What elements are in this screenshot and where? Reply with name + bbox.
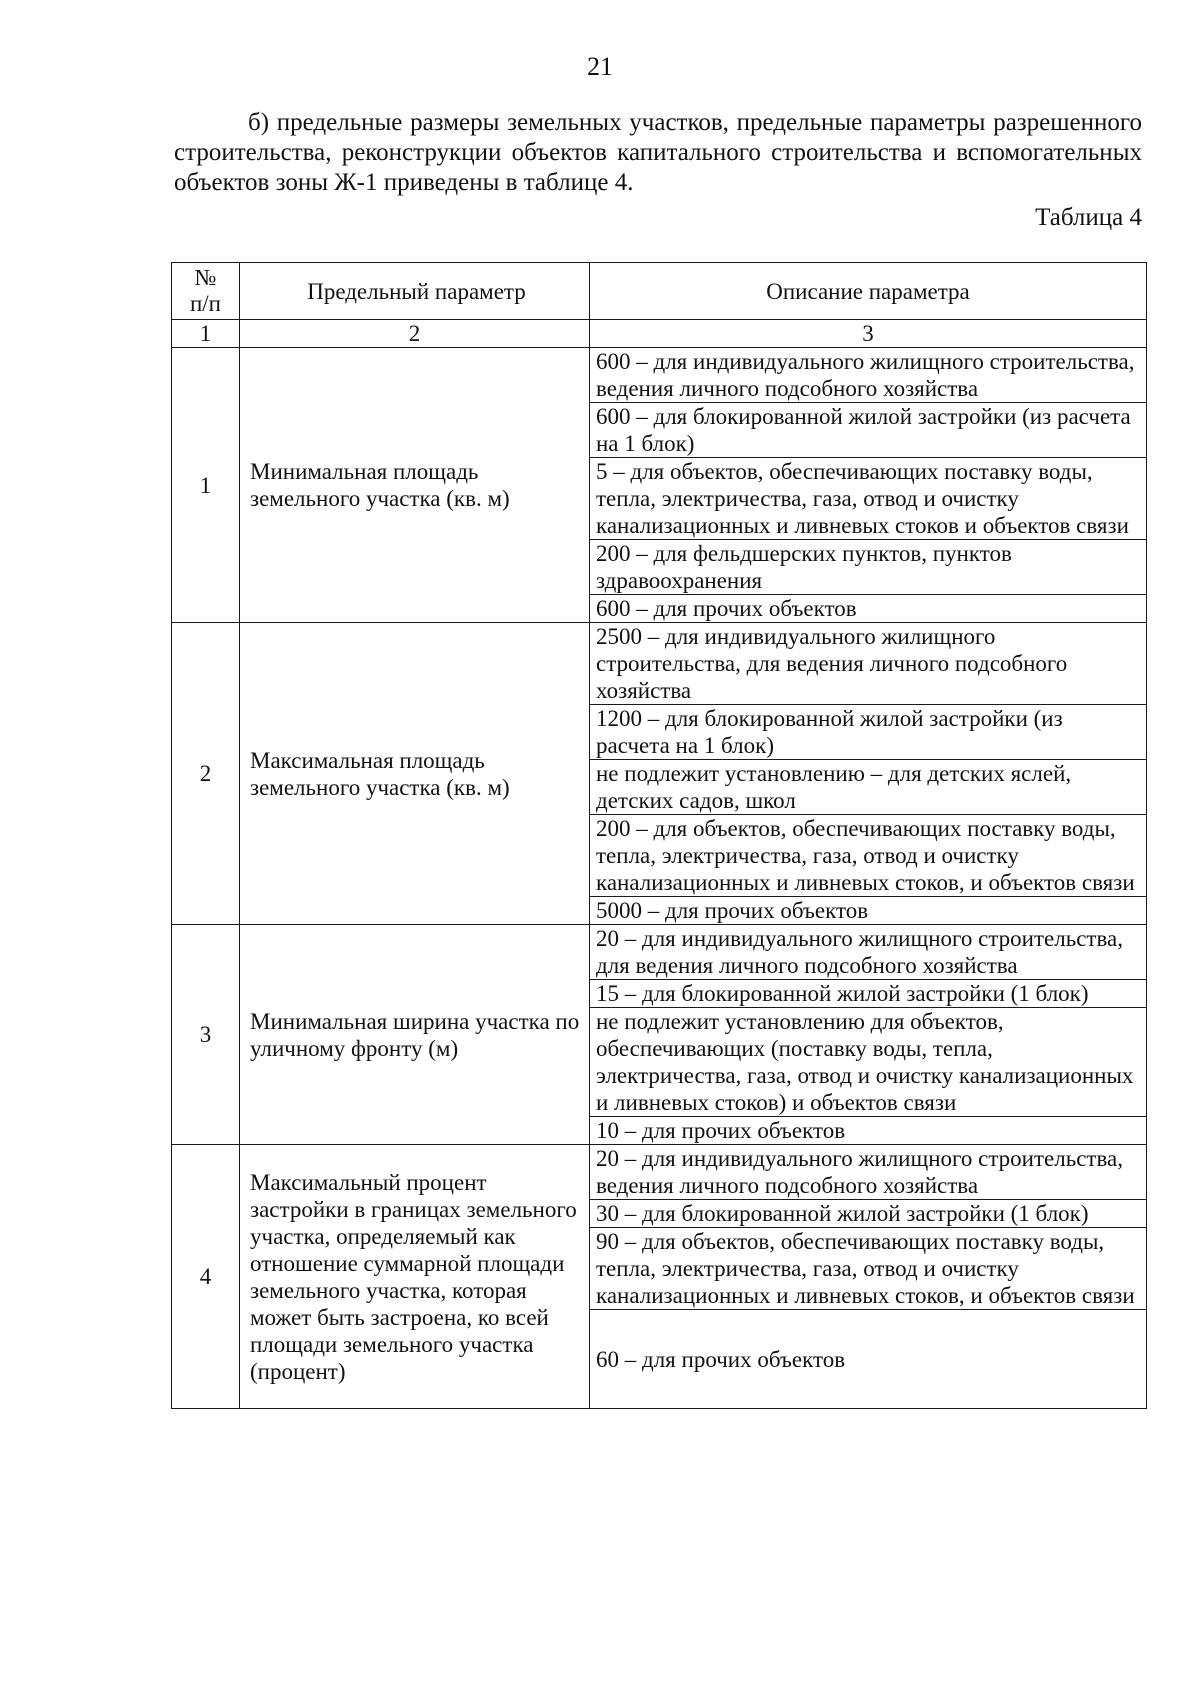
parameter-description: 1200 – для блокированной жилой застройки (из расчета на 1 блок) bbox=[590, 705, 1147, 760]
row-number: 1 bbox=[172, 348, 240, 623]
parameter-name: Максимальная площадь земельного участка (кв. м) bbox=[240, 623, 590, 925]
parameter-description: 2500 – для индивидуального жилищного строительства, для ведения личного подсобного хозяйства bbox=[590, 623, 1147, 705]
table-row bbox=[172, 348, 1147, 403]
table-body bbox=[172, 348, 1147, 1409]
parameter-description: 90 – для объектов, обеспечивающих поставку воды, тепла, электричества, газа, отвод и очистку канализационных и ливневых стоков, и объектов связи bbox=[590, 1228, 1147, 1310]
row-number: 2 bbox=[172, 623, 240, 925]
parameter-description: 20 – для индивидуального жилищного строительства, ведения личного подсобного хозяйства bbox=[590, 1145, 1147, 1200]
parameter-description: 5000 – для прочих объектов bbox=[590, 897, 1147, 925]
column-number: 1 bbox=[172, 320, 240, 348]
parameter-description: 200 – для объектов, обеспечивающих поставку воды, тепла, электричества, газа, отвод и очистку канализационных и ливневых стоков, и объектов связи bbox=[590, 815, 1147, 897]
table-row bbox=[172, 623, 1147, 705]
page-number: 21 bbox=[587, 52, 613, 81]
parameter-description: 15 – для блокированной жилой застройки (1 блок) bbox=[590, 980, 1147, 1008]
table-row bbox=[172, 925, 1147, 980]
intro-paragraph: б) предельные размеры земельных участков, предельные параметры разрешенного строительства, реконструкции объектов капитального строительства и вспомогательных объектов зоны Ж-1 приведены в таблице 4. bbox=[174, 109, 1142, 196]
parameter-name: Минимальная площадь земельного участка (кв. м) bbox=[240, 348, 590, 623]
parameter-description: 60 – для прочих объектов bbox=[590, 1310, 1147, 1409]
parameter-description: не подлежит установлению для объектов, обеспечивающих (поставку воды, тепла, электричества, газа, отвод и очистку канализационных и ливневых стоков) и объектов связи bbox=[590, 1008, 1147, 1117]
parameters-table bbox=[171, 262, 1147, 1409]
table-header-row bbox=[172, 263, 1147, 320]
row-number: 3 bbox=[172, 925, 240, 1145]
header-number bbox=[172, 263, 240, 320]
header-parameter: Предельный параметр bbox=[240, 263, 590, 320]
table-row bbox=[172, 1145, 1147, 1200]
table-caption: Таблица 4 bbox=[1035, 204, 1142, 231]
column-number: 2 bbox=[240, 320, 590, 348]
parameter-description: не подлежит установлению – для детских яслей, детских садов, школ bbox=[590, 760, 1147, 815]
parameter-description: 20 – для индивидуального жилищного строительства, для ведения личного подсобного хозяйства bbox=[590, 925, 1147, 980]
header-description: Описание параметра bbox=[590, 263, 1147, 320]
parameter-description: 200 – для фельдшерских пунктов, пунктов здравоохранения bbox=[590, 540, 1147, 595]
parameter-name: Максимальный процент застройки в границах земельного участка, определяемый как отношение суммарной площади земельного участка, которая может быть застроена, ко всей площади земельного участка (процент) bbox=[240, 1145, 590, 1409]
parameter-description: 600 – для блокированной жилой застройки (из расчета на 1 блок) bbox=[590, 403, 1147, 458]
parameter-description: 30 – для блокированной жилой застройки (1 блок) bbox=[590, 1200, 1147, 1228]
parameter-description: 5 – для объектов, обеспечивающих поставку воды, тепла, электричества, газа, отвод и очистку канализационных и ливневых стоков и объектов связи bbox=[590, 458, 1147, 540]
header-number-label: № п/п bbox=[189, 265, 221, 316]
row-number: 4 bbox=[172, 1145, 240, 1409]
parameter-description: 10 – для прочих объектов bbox=[590, 1117, 1147, 1145]
parameter-name: Минимальная ширина участка по уличному фронту (м) bbox=[240, 925, 590, 1145]
column-number: 3 bbox=[590, 320, 1147, 348]
column-number-row bbox=[172, 320, 1147, 348]
parameter-description: 600 – для индивидуального жилищного строительства, ведения личного подсобного хозяйства bbox=[590, 348, 1147, 403]
parameter-description: 600 – для прочих объектов bbox=[590, 595, 1147, 623]
